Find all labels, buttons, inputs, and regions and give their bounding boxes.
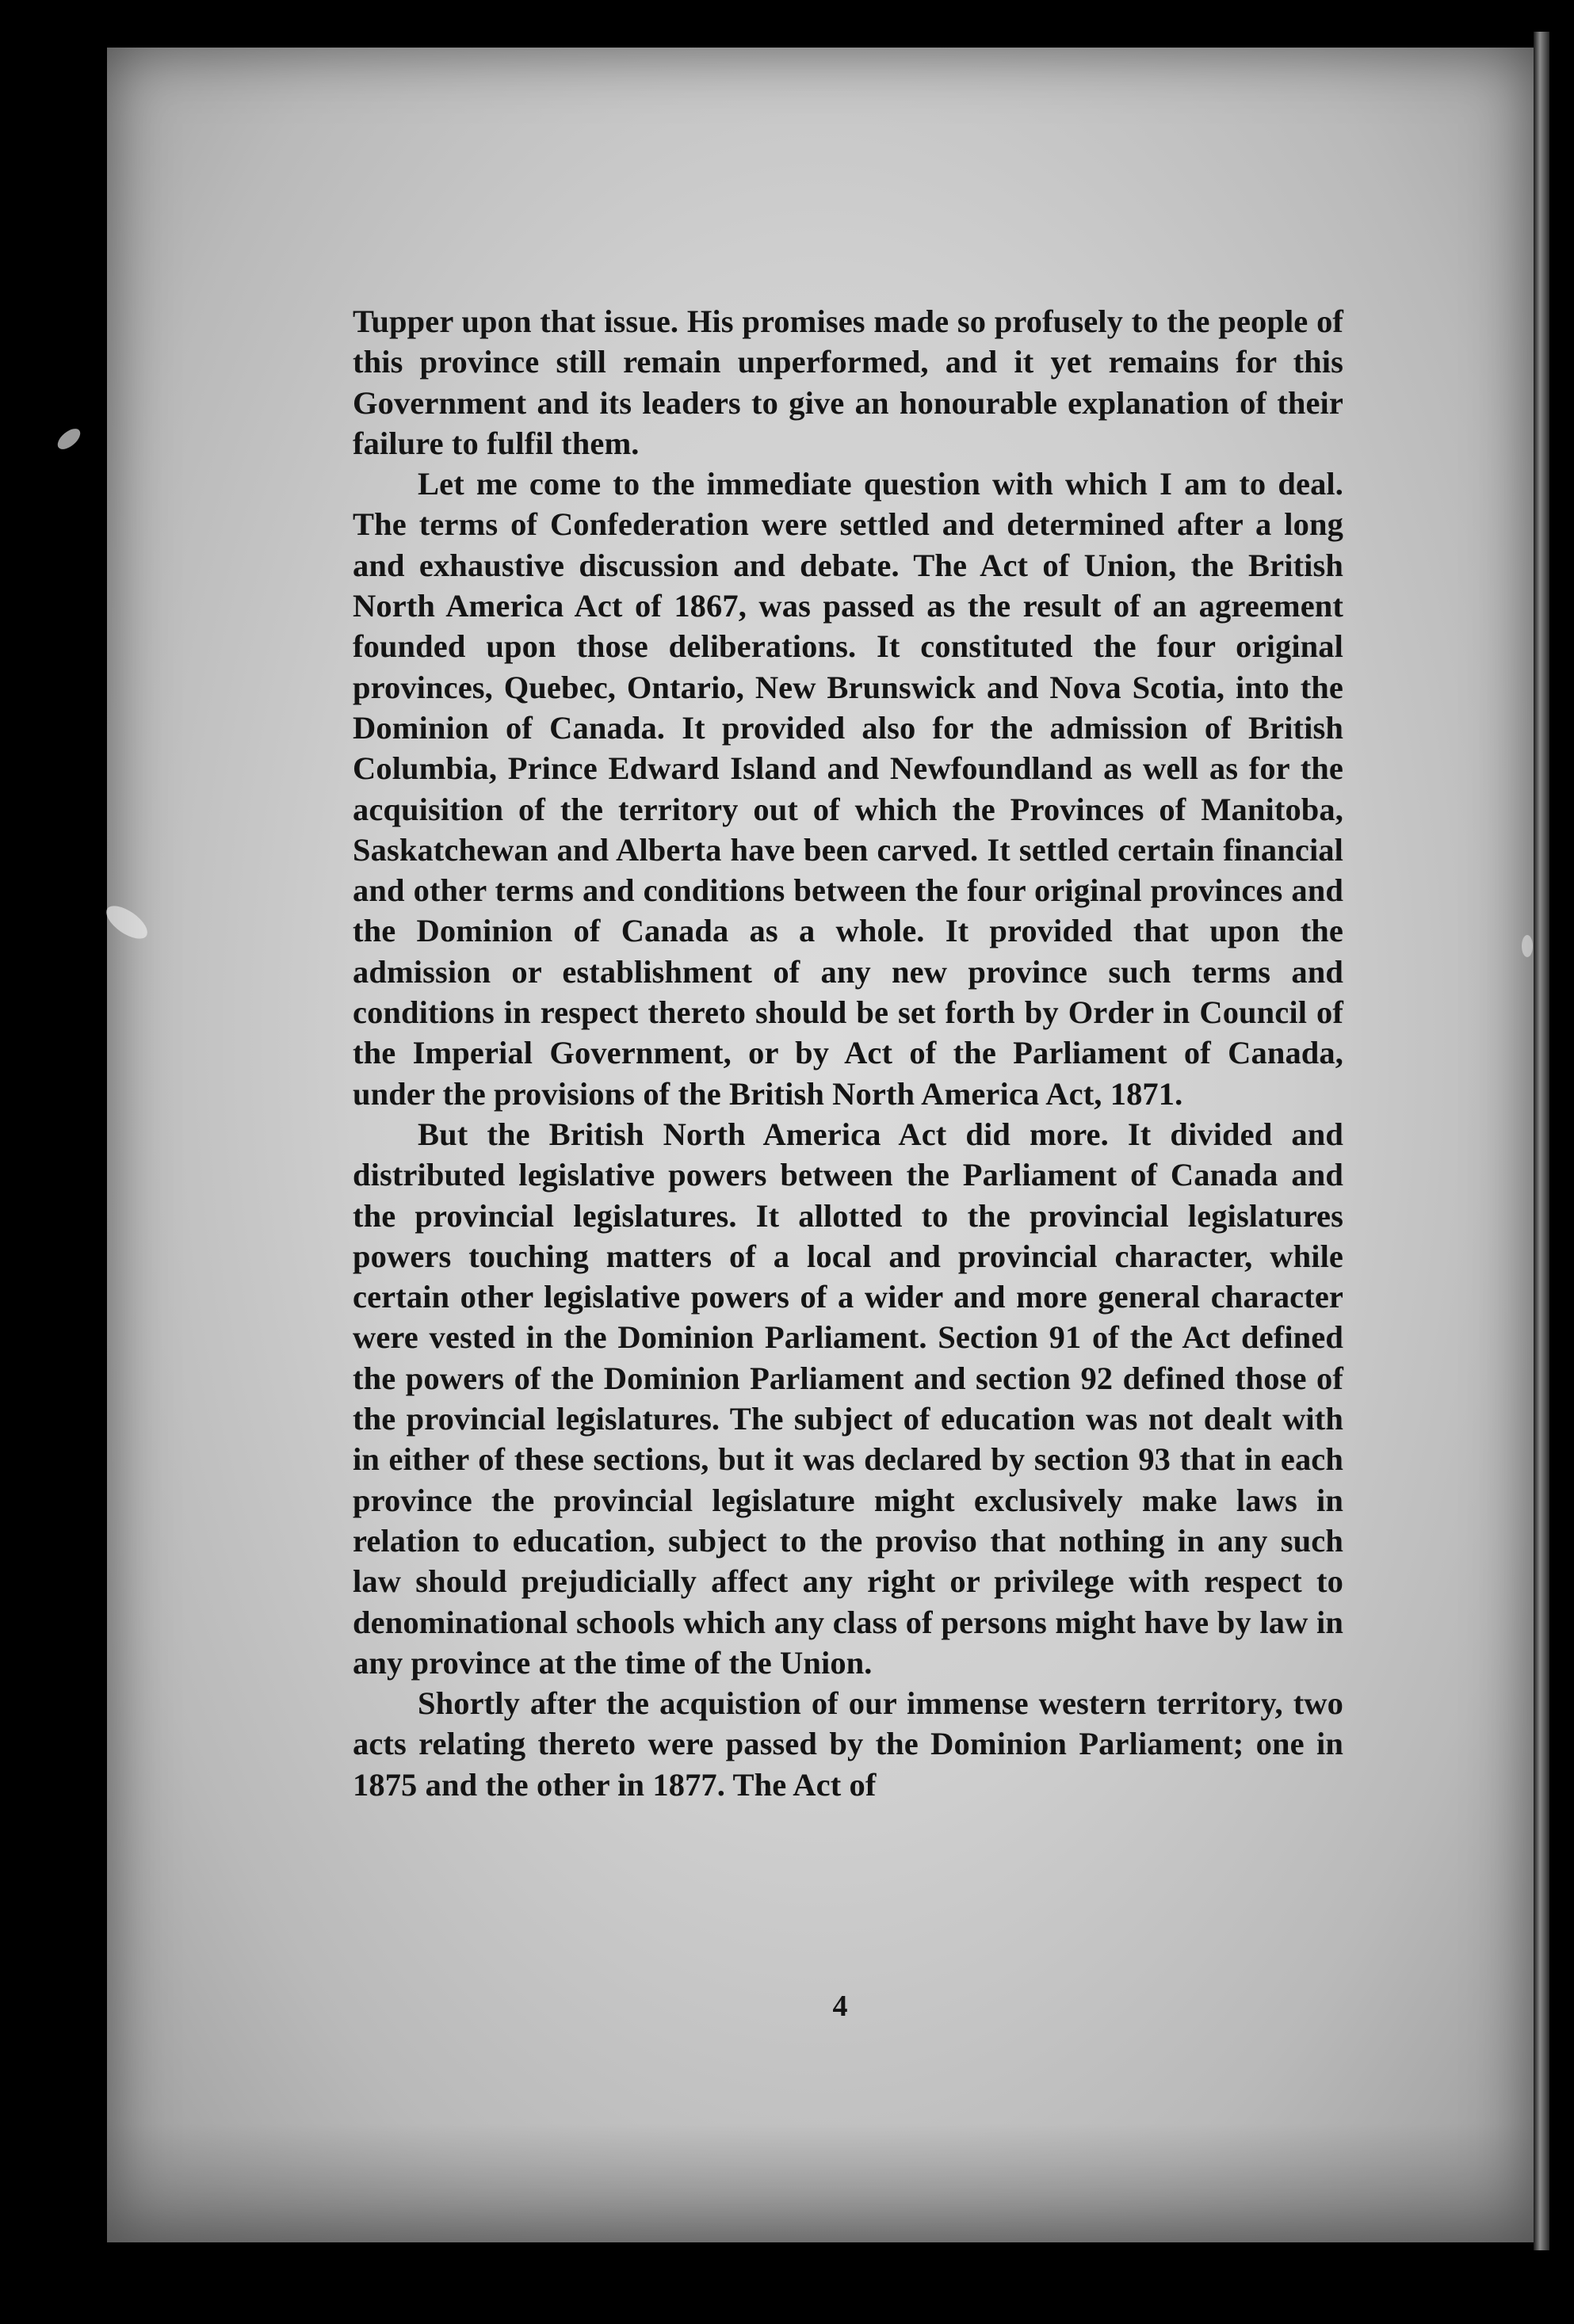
paragraph-2: Let me come to the immediate question with which I am to deal. The terms of Confederation were settled and determined after a long and exhaustive discussion and debate. The Act of Union, the British North America Act of 1867, was passed as the result of an agreement founded upon those deliberations. It constituted the four original provinces, Quebec, Ontario, New Brunswick and Nova Scotia, into the Dominion of Canada. It provided also for the admission of British Columbia, Prince Edward Island and Newfoundland as well as for the acquisition of the territory out of which the Provinces of Manitoba, Saskatchewan and Alberta have been carved. It settled certain financial and other terms and conditions between the four original provinces and the Dominion of Canada as a whole. It provided that upon the admission or establishment of any new province such terms and conditions in respect thereto should be set forth by Order in Council of the Imperial Government, or by Act of the Parliament of Canada, under the provisions of the British North America Act, 1871. — [353, 466, 1343, 1112]
page-edge-strip — [1534, 32, 1549, 2250]
scan-speck — [1522, 935, 1533, 957]
page-number: 4 — [832, 1990, 848, 2023]
paragraph-3: But the British North America Act did more. It divided and distributed legislative powers between the Parliament of Canada and the provincial legislatures. It allotted to the provincial legislatures powers touching matters of a local and provincial character, while certain other legislative powers of a wider and more general character were vested in the Dominion Parliament. Section 91 of the Act defined the powers of the Dominion Parliament and section 92 defined those of the provincial legislatures. The subject of education was not dealt with in either of these sections, but it was declared by section 93 that in each province the provincial legislature might exclusively make laws in relation to education, subject to the proviso that nothing in any such law should prejudicially affect any right or privilege with respect to denominational schools which any class of persons might have by law in any province at the time of the Union. — [353, 1116, 1343, 1681]
paragraph-4: Shortly after the acquistion of our immense western territory, two acts relating thereto were passed by the Dominion Parliament; one in 1875 and the other in 1877. The Act of — [353, 1685, 1343, 1803]
paragraph-1: Tupper upon that issue. His promises made so profusely to the people of this province still remain unperformed, and it yet remains for this Government and its leaders to give an honourable explanation of their failure to fulfil them. — [353, 303, 1343, 461]
page-bottom-shadow — [107, 2124, 1534, 2242]
body-text — [353, 301, 1343, 1805]
